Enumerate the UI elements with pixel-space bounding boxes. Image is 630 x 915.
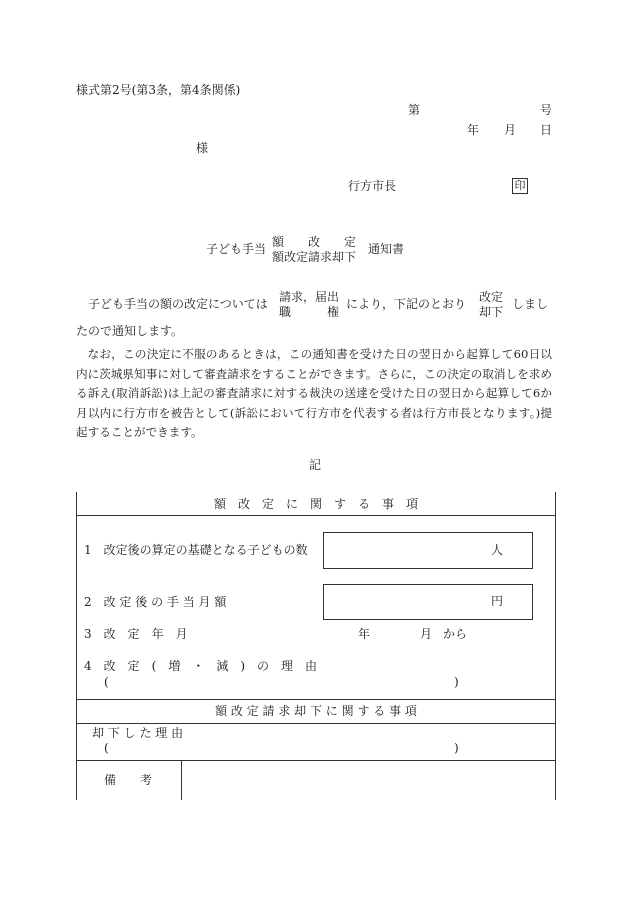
title-prefix: 子ども手当 <box>206 242 267 256</box>
intro-choice-1-top: 請求，届出 <box>279 290 340 304</box>
title-option-top: 額 改 定 <box>272 235 357 249</box>
reject-reason-label: 却 下 し た 理 由 <box>92 726 184 740</box>
item2-unit: 円 <box>491 594 504 608</box>
table-right-border <box>555 492 556 800</box>
table-divider-3 <box>76 723 556 724</box>
intro-choice-2-top: 改定 <box>479 290 504 304</box>
item3-year: 年 <box>358 627 371 641</box>
form-number: 様式第2号(第3条，第4条関係) <box>76 83 241 97</box>
monthly-amount-field[interactable] <box>323 584 533 620</box>
child-count-field[interactable] <box>323 532 533 569</box>
reject-close-paren: ) <box>454 741 459 755</box>
title-suffix: 通知書 <box>368 242 405 256</box>
appeal-notice: なお，この決定に不服のあるときは，この通知書を受けた日の翌日から起算して60日以内に茨城県知事に対して審査請求をすることができます。さらに，この決定の取消しを求める訴え(取消訴訟)は上記の審査請求に対する裁決の送達を受けた日の翌日から起算して6か月以内に行方市を被告として(訴訟において行方市を代表する者は行方市長となります。)提起することができます。 <box>76 347 552 439</box>
item3-from: から <box>443 627 468 641</box>
intro-text-1: 子ども手当の額の改定については <box>88 297 268 311</box>
intro-continuation: たので通知します。 <box>76 324 184 338</box>
item3-label: 3 改 定 年 月 <box>84 627 188 641</box>
item1-unit: 人 <box>491 543 504 557</box>
item4-label: 4 改 定 ( 増 ・ 減 ) の 理 由 <box>84 659 317 673</box>
date-year: 年 <box>467 123 480 137</box>
item3-month: 月 <box>420 627 433 641</box>
date-month: 月 <box>504 123 517 137</box>
intro-choice-2-bottom: 却下 <box>479 305 504 319</box>
intro-text-2: により，下記のとおり <box>346 297 467 311</box>
title-options <box>272 235 356 265</box>
number-suffix: 号 <box>540 103 553 117</box>
item2-label: 2 改 定 後 の 手 当 月 額 <box>84 595 227 609</box>
sender-name: 行方市長 <box>348 179 397 193</box>
intro-choice-1 <box>279 290 339 320</box>
section2-header: 額 改 定 請 求 却 下 に 関 す る 事 項 <box>215 704 417 718</box>
intro-text-3: しまし <box>512 297 549 311</box>
table-left-border <box>76 492 77 800</box>
date-day: 日 <box>540 123 553 137</box>
section1-header: 額 改 定 に 関 す る 事 項 <box>213 497 418 511</box>
ki-heading: 記 <box>309 458 322 472</box>
item4-open-paren: ( <box>104 675 109 689</box>
item4-close-paren: ) <box>454 675 459 689</box>
table-divider-4 <box>76 760 556 761</box>
remarks-divider <box>181 760 182 800</box>
intro-choice-1-bottom: 職 権 <box>279 305 340 319</box>
table-divider-2 <box>76 699 556 700</box>
number-prefix: 第 <box>408 103 421 117</box>
reject-open-paren: ( <box>104 741 109 755</box>
addressee-suffix: 様 <box>196 141 209 155</box>
table-divider-1 <box>76 515 556 516</box>
remarks-label: 備 考 <box>104 773 153 787</box>
seal-mark: 印 <box>512 178 528 194</box>
title-option-bottom: 額改定請求却下 <box>272 250 357 264</box>
item1-label: 1 改定後の算定の基礎となる子どもの数 <box>84 543 308 557</box>
intro-choice-2 <box>479 290 503 320</box>
